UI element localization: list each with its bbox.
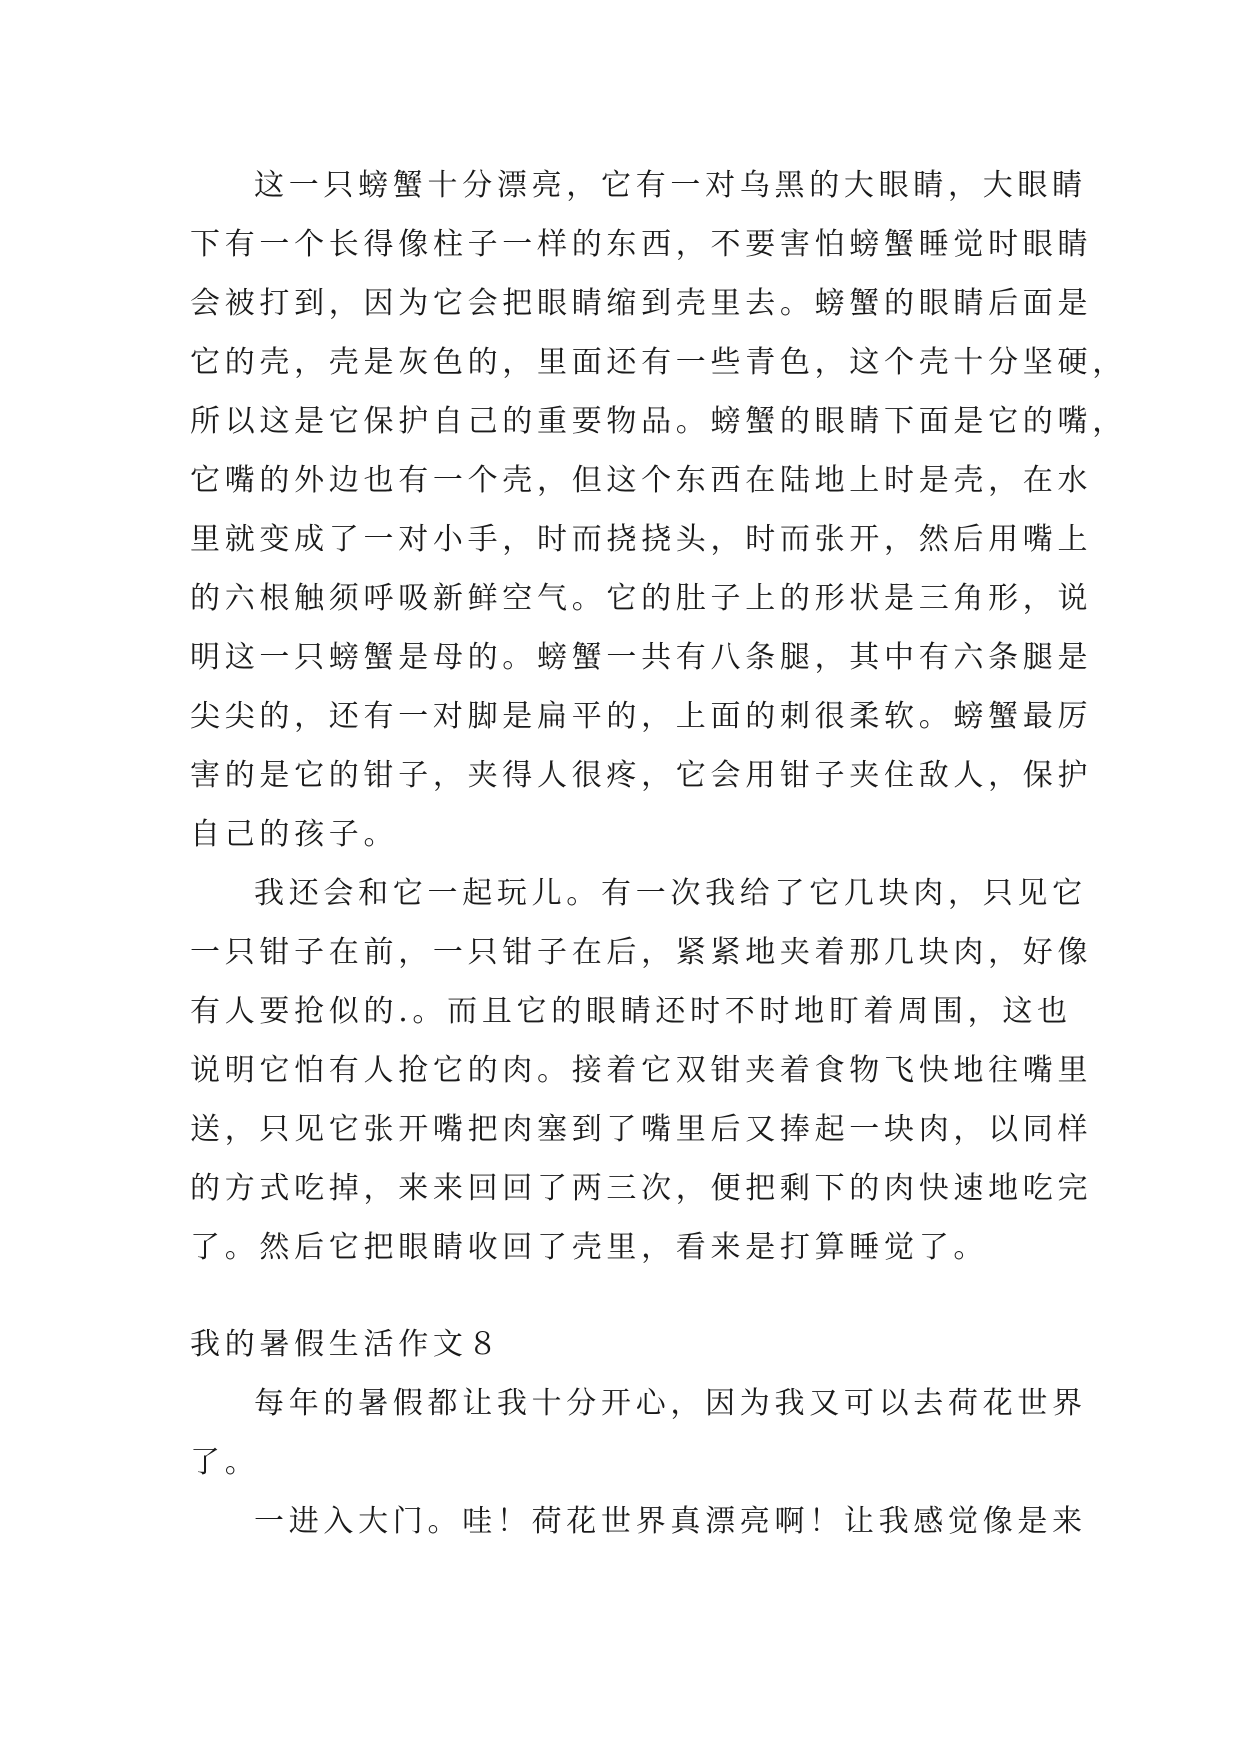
section-title: 我的暑假生活作文８ <box>190 1327 503 1362</box>
text-line: 尖尖的，还有一对脚是扁平的，上面的刺很柔软。螃蟹最厉 <box>190 699 1093 734</box>
text-line: 了。 <box>190 1445 260 1480</box>
text-line: 里就变成了一对小手，时而挠挠头，时而张开，然后用嘴上 <box>190 522 1093 557</box>
text-line: 一进入大门。哇！荷花世界真漂亮啊！让我感觉像是来 <box>254 1504 1087 1539</box>
text-line: 害的是它的钳子，夹得人很疼，它会用钳子夹住敌人，保护 <box>190 758 1093 793</box>
text-line: 一只钳子在前，一只钳子在后，紧紧地夹着那几块肉，好像 <box>190 935 1093 970</box>
text-line: 说明它怕有人抢它的肉。接着它双钳夹着食物飞快地往嘴里 <box>190 1053 1093 1088</box>
text-line: 所以这是它保护自己的重要物品。螃蟹的眼睛下面是它的嘴， <box>190 404 1127 439</box>
text-line: 了。然后它把眼睛收回了壳里，看来是打算睡觉了。 <box>190 1230 989 1265</box>
text-line: 每年的暑假都让我十分开心，因为我又可以去荷花世界 <box>254 1386 1087 1421</box>
text-line: 它嘴的外边也有一个壳，但这个东西在陆地上时是壳，在水 <box>190 463 1093 498</box>
text-line: 的六根触须呼吸新鲜空气。它的肚子上的形状是三角形，说 <box>190 581 1093 616</box>
text-line: 我还会和它一起玩儿。有一次我给了它几块肉，只见它 <box>254 876 1087 911</box>
text-line: 明这一只螃蟹是母的。螃蟹一共有八条腿，其中有六条腿是 <box>190 640 1093 675</box>
text-line: 这一只螃蟹十分漂亮，它有一对乌黑的大眼睛，大眼睛 <box>254 168 1087 203</box>
text-line: 的方式吃掉，来来回回了两三次，便把剩下的肉快速地吃完 <box>190 1171 1093 1206</box>
text-line: 下有一个长得像柱子一样的东西，不要害怕螃蟹睡觉时眼睛 <box>190 227 1093 262</box>
text-line: 自己的孩子。 <box>190 817 399 852</box>
text-line: 有人要抢似的.。而且它的眼睛还时不时地盯着周围，这也 <box>190 994 1072 1029</box>
text-line: 送，只见它张开嘴把肉塞到了嘴里后又捧起一块肉，以同样 <box>190 1112 1093 1147</box>
text-line: 会被打到，因为它会把眼睛缩到壳里去。螃蟹的眼睛后面是 <box>190 286 1093 321</box>
text-line: 它的壳，壳是灰色的，里面还有一些青色，这个壳十分坚硬， <box>190 345 1127 380</box>
